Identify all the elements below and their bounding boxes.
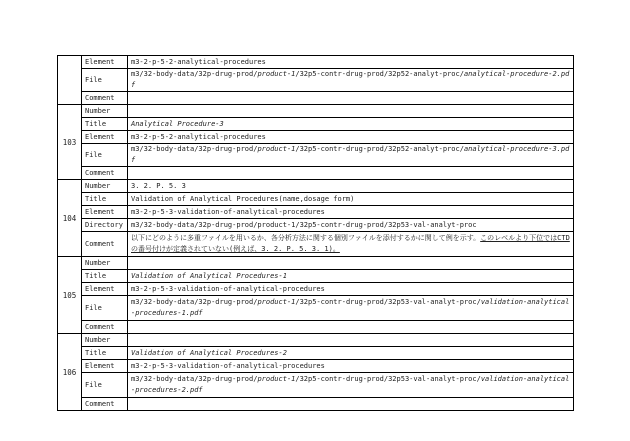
table-row: [58, 360, 574, 373]
row-value: [128, 92, 574, 105]
row-label: Element: [82, 56, 128, 69]
table-row: [58, 144, 574, 167]
row-label: File: [82, 69, 128, 92]
row-value: [128, 105, 574, 118]
path-segment: /32p5-contr-drug-prod/32p53-val-analyt-proc/: [295, 375, 481, 383]
row-value: Validation of Analytical Procedures-1: [128, 270, 574, 283]
table-row: [58, 347, 574, 360]
table-row: [58, 270, 574, 283]
table-row: [58, 56, 574, 69]
row-label: File: [82, 144, 128, 167]
row-value: Validation of Analytical Procedures(name,dosage form): [128, 193, 574, 206]
row-label: Comment: [82, 321, 128, 334]
file-path: [128, 296, 574, 321]
table-row: [58, 398, 574, 411]
row-label: Element: [82, 360, 128, 373]
path-segment: /32p5-contr-drug-prod/32p53-val-analyt-proc/: [295, 298, 481, 306]
row-label: Element: [82, 206, 128, 219]
path-segment-italic: product-1: [257, 375, 296, 383]
table-row: [58, 92, 574, 105]
row-value: m3/32-body-data/32p-drug-prod/product-1/32p5-contr-drug-prod/32p53-val-analyt-proc: [128, 219, 574, 232]
comment-underlined: このレベルより下位ではCTDの番号付けが定義されていない(例えば、3. 2. P. 5. 3. 1)。: [131, 234, 570, 253]
row-label: Number: [82, 105, 128, 118]
path-segment-italic: product-1: [257, 70, 296, 78]
row-label: Directory: [82, 219, 128, 232]
table-row: [58, 257, 574, 270]
path-segment: m3/32-body-data/32p-drug-prod/: [131, 145, 258, 153]
row-label: Number: [82, 257, 128, 270]
row-label: Comment: [82, 398, 128, 411]
path-segment: /32p5-contr-drug-prod/32p52-analyt-proc/: [295, 145, 464, 153]
row-label: Title: [82, 270, 128, 283]
table-row: [58, 296, 574, 321]
row-value: [128, 321, 574, 334]
table-row: [58, 69, 574, 92]
entry-number: 103: [58, 105, 82, 180]
row-label: Title: [82, 118, 128, 131]
row-value: m3-2-p-5-2-analytical-procedures: [128, 131, 574, 144]
path-segment: /32p5-contr-drug-prod/32p52-analyt-proc/: [295, 70, 464, 78]
path-segment-italic: analytical-procedure-2.pdf: [131, 70, 570, 89]
row-value: [128, 334, 574, 347]
table-row: [58, 219, 574, 232]
path-segment-italic: product-1: [257, 298, 296, 306]
file-path: [128, 373, 574, 398]
row-label: Title: [82, 347, 128, 360]
path-segment-italic: analytical-procedure-3.pdf: [131, 145, 570, 164]
path-segment-italic: validation-analytical-procedures-2.pdf: [131, 375, 570, 394]
row-label: Element: [82, 131, 128, 144]
table-row: [58, 283, 574, 296]
row-value: [128, 398, 574, 411]
row-label: Number: [82, 334, 128, 347]
table-row: [58, 193, 574, 206]
table-row: [58, 105, 574, 118]
comment-text: [128, 232, 574, 257]
entry-number: 106: [58, 334, 82, 411]
row-value: m3-2-p-5-2-analytical-procedures: [128, 56, 574, 69]
file-path: [128, 144, 574, 167]
comment-plain: 以下にどのように多重ファイルを用いるか、各分析方法に関する個別ファイルを添付するかに関して例を示す。: [131, 234, 481, 242]
path-segment: m3/32-body-data/32p-drug-prod/: [131, 298, 258, 306]
table-row: [58, 334, 574, 347]
table-row: [58, 118, 574, 131]
row-label: Comment: [82, 232, 128, 257]
path-segment-italic: validation-analytical-procedures-1.pdf: [131, 298, 570, 317]
file-path: [128, 69, 574, 92]
table-row: [58, 373, 574, 398]
row-value: Validation of Analytical Procedures-2: [128, 347, 574, 360]
row-label: Comment: [82, 167, 128, 180]
row-label: Title: [82, 193, 128, 206]
spec-table: [57, 55, 574, 411]
path-segment: m3/32-body-data/32p-drug-prod/: [131, 375, 258, 383]
row-value: m3-2-p-5-3-validation-of-analytical-procedures: [128, 283, 574, 296]
row-label: File: [82, 296, 128, 321]
table-row: [58, 167, 574, 180]
row-label: File: [82, 373, 128, 398]
path-segment: m3/32-body-data/32p-drug-prod/: [131, 70, 258, 78]
row-value: [128, 167, 574, 180]
table-row: [58, 321, 574, 334]
entry-number-cell: [58, 56, 82, 105]
path-segment-italic: product-1: [257, 145, 296, 153]
row-value: 3. 2. P. 5. 3: [128, 180, 574, 193]
table-row: [58, 180, 574, 193]
row-value: [128, 257, 574, 270]
row-label: Element: [82, 283, 128, 296]
row-value: m3-2-p-5-3-validation-of-analytical-procedures: [128, 206, 574, 219]
table-row: [58, 131, 574, 144]
row-label: Comment: [82, 92, 128, 105]
row-value: m3-2-p-5-3-validation-of-analytical-procedures: [128, 360, 574, 373]
table-row: [58, 232, 574, 257]
row-value: Analytical Procedure-3: [128, 118, 574, 131]
entry-number: 104: [58, 180, 82, 257]
row-label: Number: [82, 180, 128, 193]
table-row: [58, 206, 574, 219]
entry-number: 105: [58, 257, 82, 334]
